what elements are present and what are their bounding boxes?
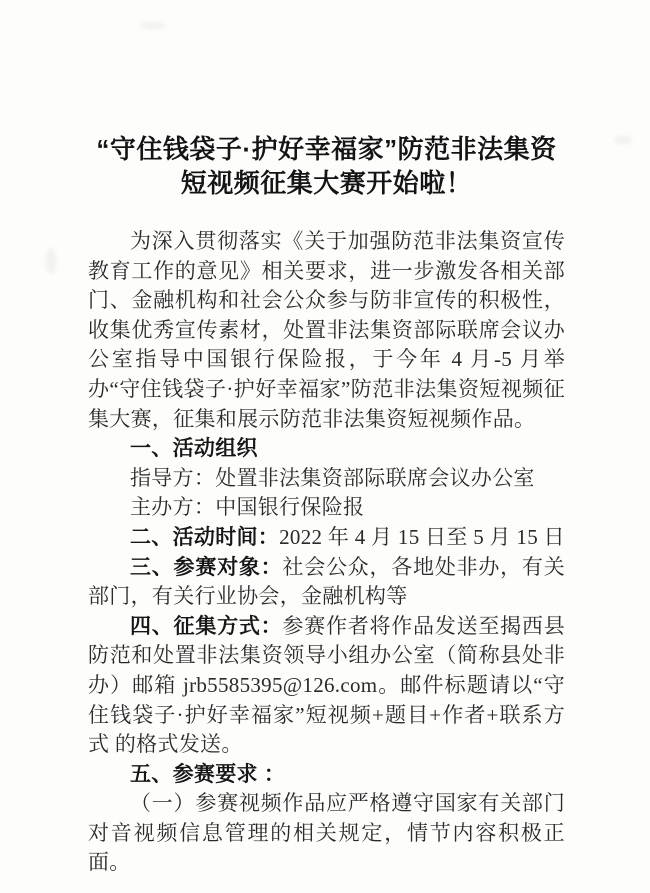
section-submission-value: 参赛作者将作品发送至揭西县防范和处置非法集资领导小组办公室（简称县处非办）邮箱 jrb5585395@126.com。邮件标题请以“守住钱袋子·护好幸福家”短视频+题目+作者+联系方式 的格式发送。 xyxy=(88,613,565,757)
section-submission-label: 四、征集方式： xyxy=(130,614,283,638)
scan-smudge xyxy=(614,136,632,144)
title-line-1: “守住钱袋子·护好幸福家”防范非法集资 xyxy=(96,134,557,164)
section-time-value: 2022 年 4 月 15 日至 5 月 15 日 xyxy=(279,524,565,549)
section-heading-organization: 一、活动组织 xyxy=(130,437,258,461)
requirement-item-1: （一）参赛视频作品应严格遵守国家有关部门对音视频信息管理的相关规定，情节内容积极正面。 xyxy=(88,791,565,875)
section-heading-requirements: 五、参赛要求 ： xyxy=(130,762,286,786)
organization-host-line: 主办方：中国银行保险报 xyxy=(130,495,365,520)
section-participants xyxy=(88,553,565,612)
section-participants-label: 三、参赛对象： xyxy=(130,555,283,579)
scan-smudge xyxy=(46,248,56,274)
section-time-label: 二、活动时间： xyxy=(130,525,280,549)
organization-guide-line: 指导方：处置非法集资部际联席会议办公室 xyxy=(130,465,535,490)
document-page xyxy=(88,132,565,878)
section-time xyxy=(88,523,565,553)
section-submission xyxy=(88,612,565,760)
section-participants-value: 社会公众，各地处非办，有关部门，有关行业协会，金融机构等 xyxy=(88,554,565,609)
title-line-2: 短视频征集大赛开始啦！ xyxy=(180,168,473,198)
scan-smudge xyxy=(140,22,166,29)
document-title xyxy=(88,132,565,200)
intro-paragraph: 为深入贯彻落实《关于加强防范非法集资宣传教育工作的意见》相关要求，进一步激发各相关部门、金融机构和社会公众参与防非宣传的积极性，收集优秀宣传素材，处置非法集资部际联席会议办公室指导中国银行保险报，于今年 4 月-5 月举办“守住钱袋子·护好幸福家”防范非法集资短视频征集大赛，征集和展示防范非法集资短视频作品。 xyxy=(88,229,565,431)
